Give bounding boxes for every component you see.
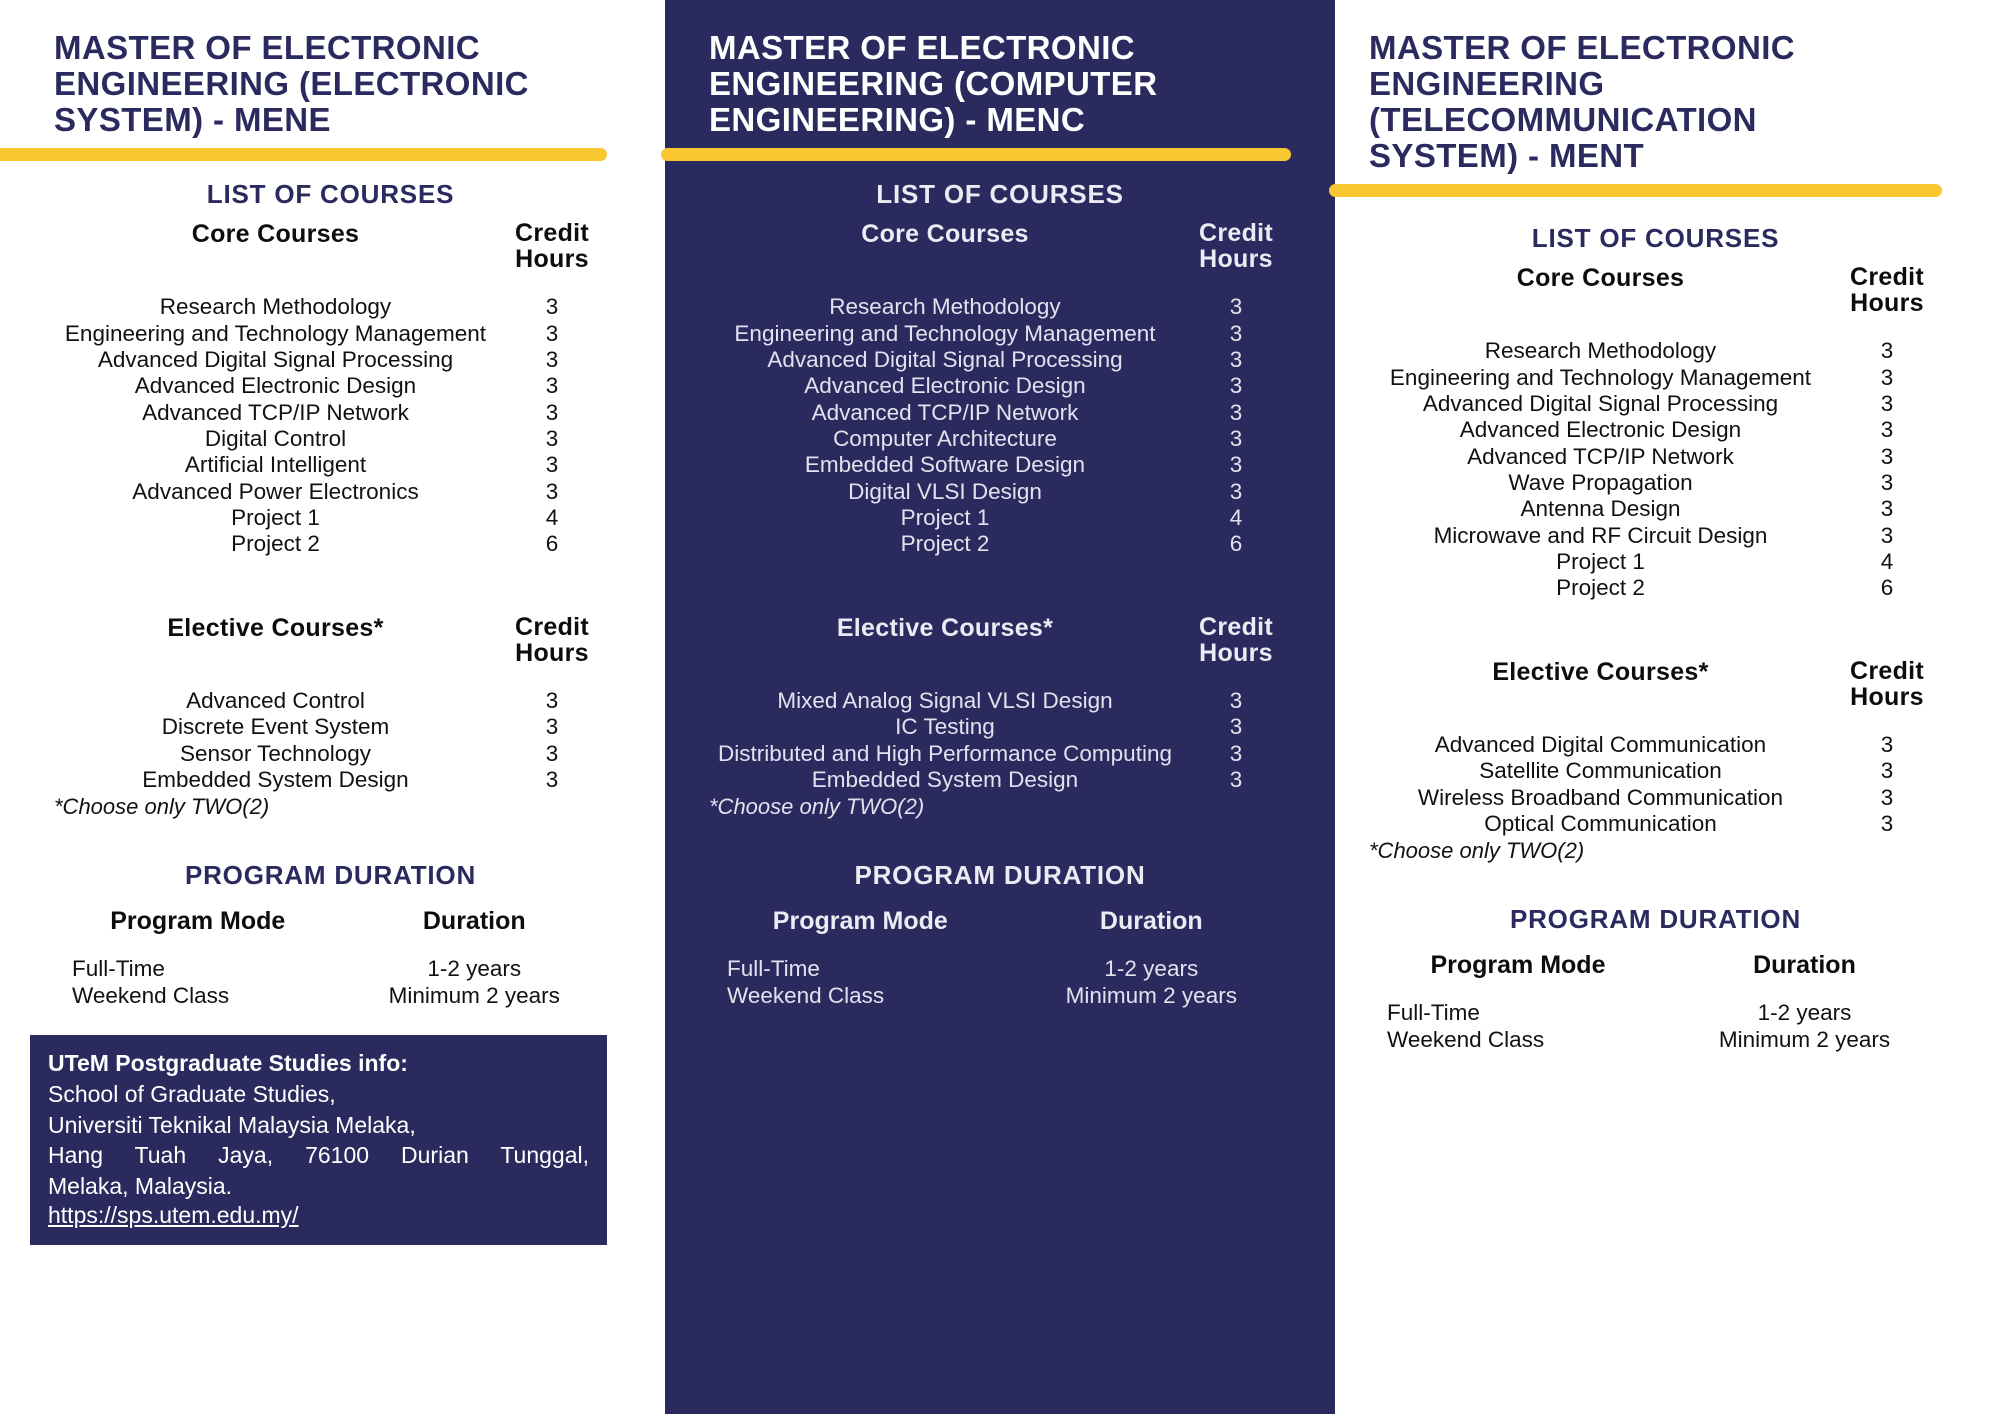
- table-row: [54, 373, 607, 399]
- course-hours: 3: [1880, 522, 1894, 548]
- course-hours: 3: [1880, 732, 1894, 757]
- duration-header: Duration: [422, 907, 526, 936]
- course-hours: 3: [1229, 399, 1243, 425]
- info-title: UTeM Postgraduate Studies info:: [48, 1050, 408, 1077]
- title-underline: [1329, 184, 1942, 197]
- elective-courses-rows: [709, 688, 1291, 793]
- course-hours: 3: [1880, 758, 1894, 784]
- elective-courses-table: [1369, 658, 1942, 865]
- table-header: [1369, 658, 1942, 711]
- table-row: [1369, 732, 1942, 758]
- course-hours: 6: [1880, 575, 1894, 601]
- course-hours: 3: [545, 452, 559, 478]
- course-name: Project 2: [231, 531, 320, 557]
- program-mode-header: Program Mode: [110, 907, 286, 936]
- elective-note: *Choose only TWO(2): [1369, 838, 1585, 864]
- list-of-courses-heading: LIST OF COURSES: [1531, 222, 1780, 253]
- course-hours: 4: [1229, 504, 1243, 530]
- program-title-menc: [709, 0, 1291, 138]
- table-row: [709, 479, 1291, 505]
- table-row: [1369, 785, 1942, 811]
- title-line: SYSTEM) - MENT: [1369, 136, 1645, 174]
- course-hours: 3: [1229, 766, 1243, 792]
- program-column-ment: [1335, 0, 2000, 1414]
- course-name: Wireless Broadband Communication: [1417, 784, 1784, 810]
- course-hours: 3: [1880, 784, 1894, 810]
- table-row: [54, 426, 607, 452]
- course-name: Advanced Digital Signal Processing: [97, 347, 454, 373]
- program-mode-header: Program Mode: [1430, 951, 1606, 980]
- course-name: Wave Propagation: [1508, 469, 1693, 495]
- spacer: [54, 558, 607, 604]
- course-name: Advanced Digital Communication: [1434, 732, 1767, 757]
- title-line: ENGINEERING) - MENC: [709, 100, 1086, 138]
- table-header: [709, 614, 1291, 667]
- duration-value: Minimum 2 years: [1065, 982, 1237, 1008]
- table-row: [709, 452, 1291, 478]
- contact-info-box: [30, 1035, 607, 1244]
- table-row: [709, 983, 1291, 1010]
- course-hours: 3: [1229, 452, 1243, 478]
- table-row: [709, 400, 1291, 426]
- table-header: [54, 614, 607, 667]
- info-line: Universiti Teknikal Malaysia Melaka,: [48, 1111, 416, 1138]
- table-header: [709, 220, 1291, 273]
- course-hours: 3: [1880, 443, 1894, 469]
- credit-label: Credit: [514, 218, 590, 247]
- website-link[interactable]: https://sps.utem.edu.my/: [48, 1201, 299, 1228]
- course-name: Advanced Electronic Design: [134, 373, 417, 399]
- course-hours: 3: [1229, 320, 1243, 346]
- core-courses-table: [709, 220, 1291, 558]
- program-duration-heading: PROGRAM DURATION: [1509, 904, 1802, 935]
- credit-hours-header: [497, 614, 607, 667]
- course-name: Advanced Control: [186, 688, 365, 714]
- program-column-menc: [665, 0, 1335, 1414]
- credit-label: Credit: [1849, 656, 1925, 685]
- duration-header: Duration: [1099, 907, 1203, 936]
- table-row: [54, 688, 607, 714]
- course-hours: 3: [1229, 373, 1243, 399]
- elective-courses-rows: [54, 688, 607, 793]
- course-name: Project 1: [900, 504, 990, 530]
- table-row: [54, 983, 607, 1010]
- course-name: Advanced TCP/IP Network: [142, 399, 409, 425]
- table-row: [1369, 444, 1942, 470]
- credit-hours-header: [1832, 264, 1942, 317]
- course-name: Advanced Power Electronics: [132, 478, 419, 504]
- course-hours: 3: [545, 740, 559, 766]
- table-row: [709, 531, 1291, 557]
- table-row: [1369, 391, 1942, 417]
- mode-value: Full-Time: [1387, 1000, 1480, 1026]
- course-name: Advanced Digital Signal Processing: [767, 347, 1123, 373]
- spacer: [709, 820, 1291, 850]
- table-row: [54, 531, 607, 557]
- core-courses-table: [54, 220, 607, 558]
- duration-value: 1-2 years: [427, 956, 522, 982]
- table-row: [54, 767, 607, 793]
- title-line: MASTER OF ELECTRONIC: [1369, 29, 1795, 66]
- course-hours: 3: [1229, 478, 1243, 504]
- credit-label: Credit: [1849, 262, 1925, 291]
- course-name: Advanced Electronic Design: [1459, 417, 1742, 443]
- course-hours: 3: [545, 688, 559, 714]
- course-hours: 3: [1880, 469, 1894, 495]
- duration-rows: [1369, 1000, 1942, 1053]
- table-row: [1369, 523, 1942, 549]
- table-row: [1369, 365, 1942, 391]
- table-row: [54, 294, 607, 320]
- elective-courses-header: Elective Courses*: [167, 613, 384, 642]
- program-column-mene: [0, 0, 665, 1414]
- table-row: [1369, 811, 1942, 837]
- course-hours: 3: [1229, 688, 1243, 714]
- credit-label: Credit: [514, 612, 590, 641]
- duration-rows: [54, 956, 607, 1009]
- mode-value: Full-Time: [727, 956, 820, 982]
- course-name: Advanced TCP/IP Network: [811, 399, 1079, 425]
- course-hours: 3: [545, 478, 559, 504]
- course-hours: 3: [545, 320, 559, 346]
- list-of-courses-heading: LIST OF COURSES: [876, 178, 1124, 209]
- duration-table-header: [54, 907, 607, 936]
- course-name: Artificial Intelligent: [184, 452, 367, 478]
- duration-value: Minimum 2 years: [388, 982, 560, 1008]
- table-row: [1369, 496, 1942, 522]
- table-row: [1369, 575, 1942, 601]
- course-hours: 3: [1880, 496, 1894, 522]
- course-hours: 3: [1229, 425, 1243, 451]
- spacer: [1369, 864, 1942, 894]
- title-line: ENGINEERING (ELECTRONIC: [54, 64, 529, 102]
- credit-hours-header: [1181, 614, 1291, 667]
- title-line: (TELECOMMUNICATION: [1369, 100, 1757, 138]
- course-hours: 3: [1229, 294, 1243, 320]
- table-row: [709, 688, 1291, 714]
- elective-courses-rows: [1369, 732, 1942, 837]
- elective-courses-table: [709, 614, 1291, 821]
- course-name: Project 2: [1556, 575, 1645, 601]
- course-hours: 3: [545, 399, 559, 425]
- course-name: Engineering and Technology Management: [734, 320, 1156, 346]
- duration-table-header: [1369, 951, 1942, 980]
- table-row: [709, 505, 1291, 531]
- elective-note: *Choose only TWO(2): [709, 794, 925, 820]
- mode-value: Full-Time: [72, 956, 165, 982]
- title-line: MASTER OF ELECTRONIC: [54, 29, 480, 66]
- table-row: [54, 400, 607, 426]
- elective-courses-header: Elective Courses*: [836, 613, 1054, 642]
- course-name: Optical Communication: [1484, 810, 1717, 836]
- course-hours: 6: [545, 531, 559, 557]
- course-hours: 3: [545, 714, 559, 740]
- table-row: [54, 347, 607, 373]
- course-name: Digital VLSI Design: [848, 478, 1042, 504]
- core-courses-rows: [1369, 338, 1942, 601]
- credit-label: Credit: [1198, 612, 1274, 641]
- course-name: Advanced Digital Signal Processing: [1422, 391, 1779, 416]
- course-name: Project 1: [231, 504, 320, 530]
- duration-rows: [709, 956, 1291, 1009]
- elective-courses-header: Elective Courses*: [1492, 657, 1709, 686]
- course-name: Discrete Event System: [161, 714, 390, 740]
- title-line: ENGINEERING: [1369, 64, 1605, 102]
- title-underline: [0, 148, 607, 161]
- course-name: Project 1: [1556, 548, 1645, 574]
- course-hours: 3: [1880, 338, 1894, 364]
- course-name: Engineering and Technology Management: [64, 320, 487, 346]
- duration-table-header: [709, 907, 1291, 936]
- course-hours: 4: [1880, 548, 1894, 574]
- course-hours: 3: [545, 425, 559, 451]
- title-line: SYSTEM) - MENE: [54, 100, 331, 138]
- course-hours: 3: [1880, 417, 1894, 443]
- table-row: [54, 505, 607, 531]
- course-name: Mixed Analog Signal VLSI Design: [777, 688, 1113, 714]
- course-name: Digital Control: [204, 425, 347, 451]
- table-row: [709, 347, 1291, 373]
- info-line: School of Graduate Studies,: [48, 1081, 336, 1108]
- course-name: Embedded System Design: [811, 766, 1079, 792]
- course-hours: 3: [1880, 810, 1894, 836]
- table-row: [709, 373, 1291, 399]
- table-row: [709, 294, 1291, 320]
- table-row: [54, 741, 607, 767]
- core-courses-rows: [54, 294, 607, 557]
- table-row: [709, 741, 1291, 767]
- spacer: [709, 558, 1291, 604]
- course-name: Antenna Design: [1520, 496, 1681, 522]
- table-row: [1369, 758, 1942, 784]
- course-hours: 3: [1880, 364, 1894, 390]
- course-name: Project 2: [900, 531, 990, 557]
- credit-hours-header: [497, 220, 607, 273]
- table-row: [709, 956, 1291, 983]
- course-name: Engineering and Technology Management: [1389, 364, 1812, 390]
- table-row: [1369, 1027, 1942, 1054]
- info-line: Hang Tuah Jaya, 76100 Durian Tunggal,: [48, 1142, 589, 1169]
- core-courses-rows: [709, 294, 1291, 557]
- course-name: Research Methodology: [1484, 338, 1717, 364]
- course-hours: 3: [545, 294, 559, 320]
- hours-label: Hours: [515, 245, 589, 274]
- title-line: MASTER OF ELECTRONIC: [709, 29, 1135, 66]
- table-row: [709, 426, 1291, 452]
- course-hours: 3: [1229, 714, 1243, 740]
- course-hours: 3: [1229, 347, 1243, 373]
- program-title-mene: [54, 0, 607, 138]
- table-row: [54, 714, 607, 740]
- course-name: Distributed and High Performance Computing: [718, 740, 1172, 766]
- table-row: [1369, 470, 1942, 496]
- program-mode-header: Program Mode: [772, 907, 948, 936]
- table-row: [709, 767, 1291, 793]
- table-row: [1369, 549, 1942, 575]
- course-name: Advanced Electronic Design: [804, 373, 1086, 399]
- table-row: [1369, 338, 1942, 364]
- mode-value: Weekend Class: [727, 982, 885, 1008]
- course-name: Embedded System Design: [142, 766, 409, 792]
- table-row: [709, 714, 1291, 740]
- info-line: Melaka, Malaysia.: [48, 1173, 233, 1199]
- duration-value: 1-2 years: [1104, 956, 1199, 982]
- spacer: [1369, 602, 1942, 648]
- hours-label: Hours: [1850, 682, 1924, 711]
- course-name: IC Testing: [895, 714, 995, 740]
- core-courses-header: Core Courses: [191, 219, 360, 248]
- spacer: [54, 820, 607, 850]
- table-header: [54, 220, 607, 273]
- hours-label: Hours: [1199, 638, 1273, 667]
- list-of-courses-heading: LIST OF COURSES: [206, 178, 455, 209]
- credit-label: Credit: [1198, 218, 1274, 247]
- credit-hours-header: [1181, 220, 1291, 273]
- course-name: Microwave and RF Circuit Design: [1433, 522, 1768, 548]
- elective-note: *Choose only TWO(2): [54, 794, 270, 820]
- course-hours: 3: [545, 766, 559, 792]
- course-name: Computer Architecture: [833, 425, 1057, 451]
- table-row: [54, 956, 607, 983]
- table-row: [1369, 417, 1942, 443]
- course-hours: 6: [1229, 531, 1243, 557]
- mode-value: Weekend Class: [1387, 1026, 1545, 1052]
- core-courses-header: Core Courses: [1516, 263, 1685, 292]
- table-row: [54, 479, 607, 505]
- table-header: [1369, 264, 1942, 317]
- course-hours: 3: [1880, 391, 1894, 416]
- core-courses-header: Core Courses: [861, 219, 1029, 248]
- title-line: ENGINEERING (COMPUTER: [709, 64, 1158, 102]
- program-duration-heading: PROGRAM DURATION: [854, 860, 1146, 891]
- hours-label: Hours: [1199, 245, 1273, 274]
- duration-value: 1-2 years: [1757, 1000, 1852, 1026]
- course-hours: 4: [545, 504, 559, 530]
- course-name: Sensor Technology: [180, 740, 371, 766]
- table-row: [709, 321, 1291, 347]
- core-courses-table: [1369, 264, 1942, 602]
- course-name: Satellite Communication: [1479, 758, 1722, 784]
- hours-label: Hours: [515, 638, 589, 667]
- program-title-ment: [1369, 0, 1942, 174]
- duration-header: Duration: [1753, 951, 1856, 980]
- table-row: [1369, 1000, 1942, 1027]
- credit-hours-header: [1832, 658, 1942, 711]
- course-name: Research Methodology: [159, 294, 392, 320]
- course-hours: 3: [545, 373, 559, 399]
- course-hours: 3: [1229, 740, 1243, 766]
- elective-courses-table: [54, 614, 607, 821]
- table-row: [54, 452, 607, 478]
- title-underline: [661, 148, 1291, 161]
- course-name: Research Methodology: [829, 294, 1061, 320]
- mode-value: Weekend Class: [72, 982, 230, 1008]
- table-row: [54, 321, 607, 347]
- course-name: Embedded Software Design: [804, 452, 1086, 478]
- course-name: Advanced TCP/IP Network: [1467, 443, 1734, 469]
- duration-value: Minimum 2 years: [1718, 1026, 1891, 1052]
- course-hours: 3: [545, 347, 559, 373]
- program-duration-heading: PROGRAM DURATION: [184, 860, 477, 891]
- hours-label: Hours: [1850, 289, 1924, 318]
